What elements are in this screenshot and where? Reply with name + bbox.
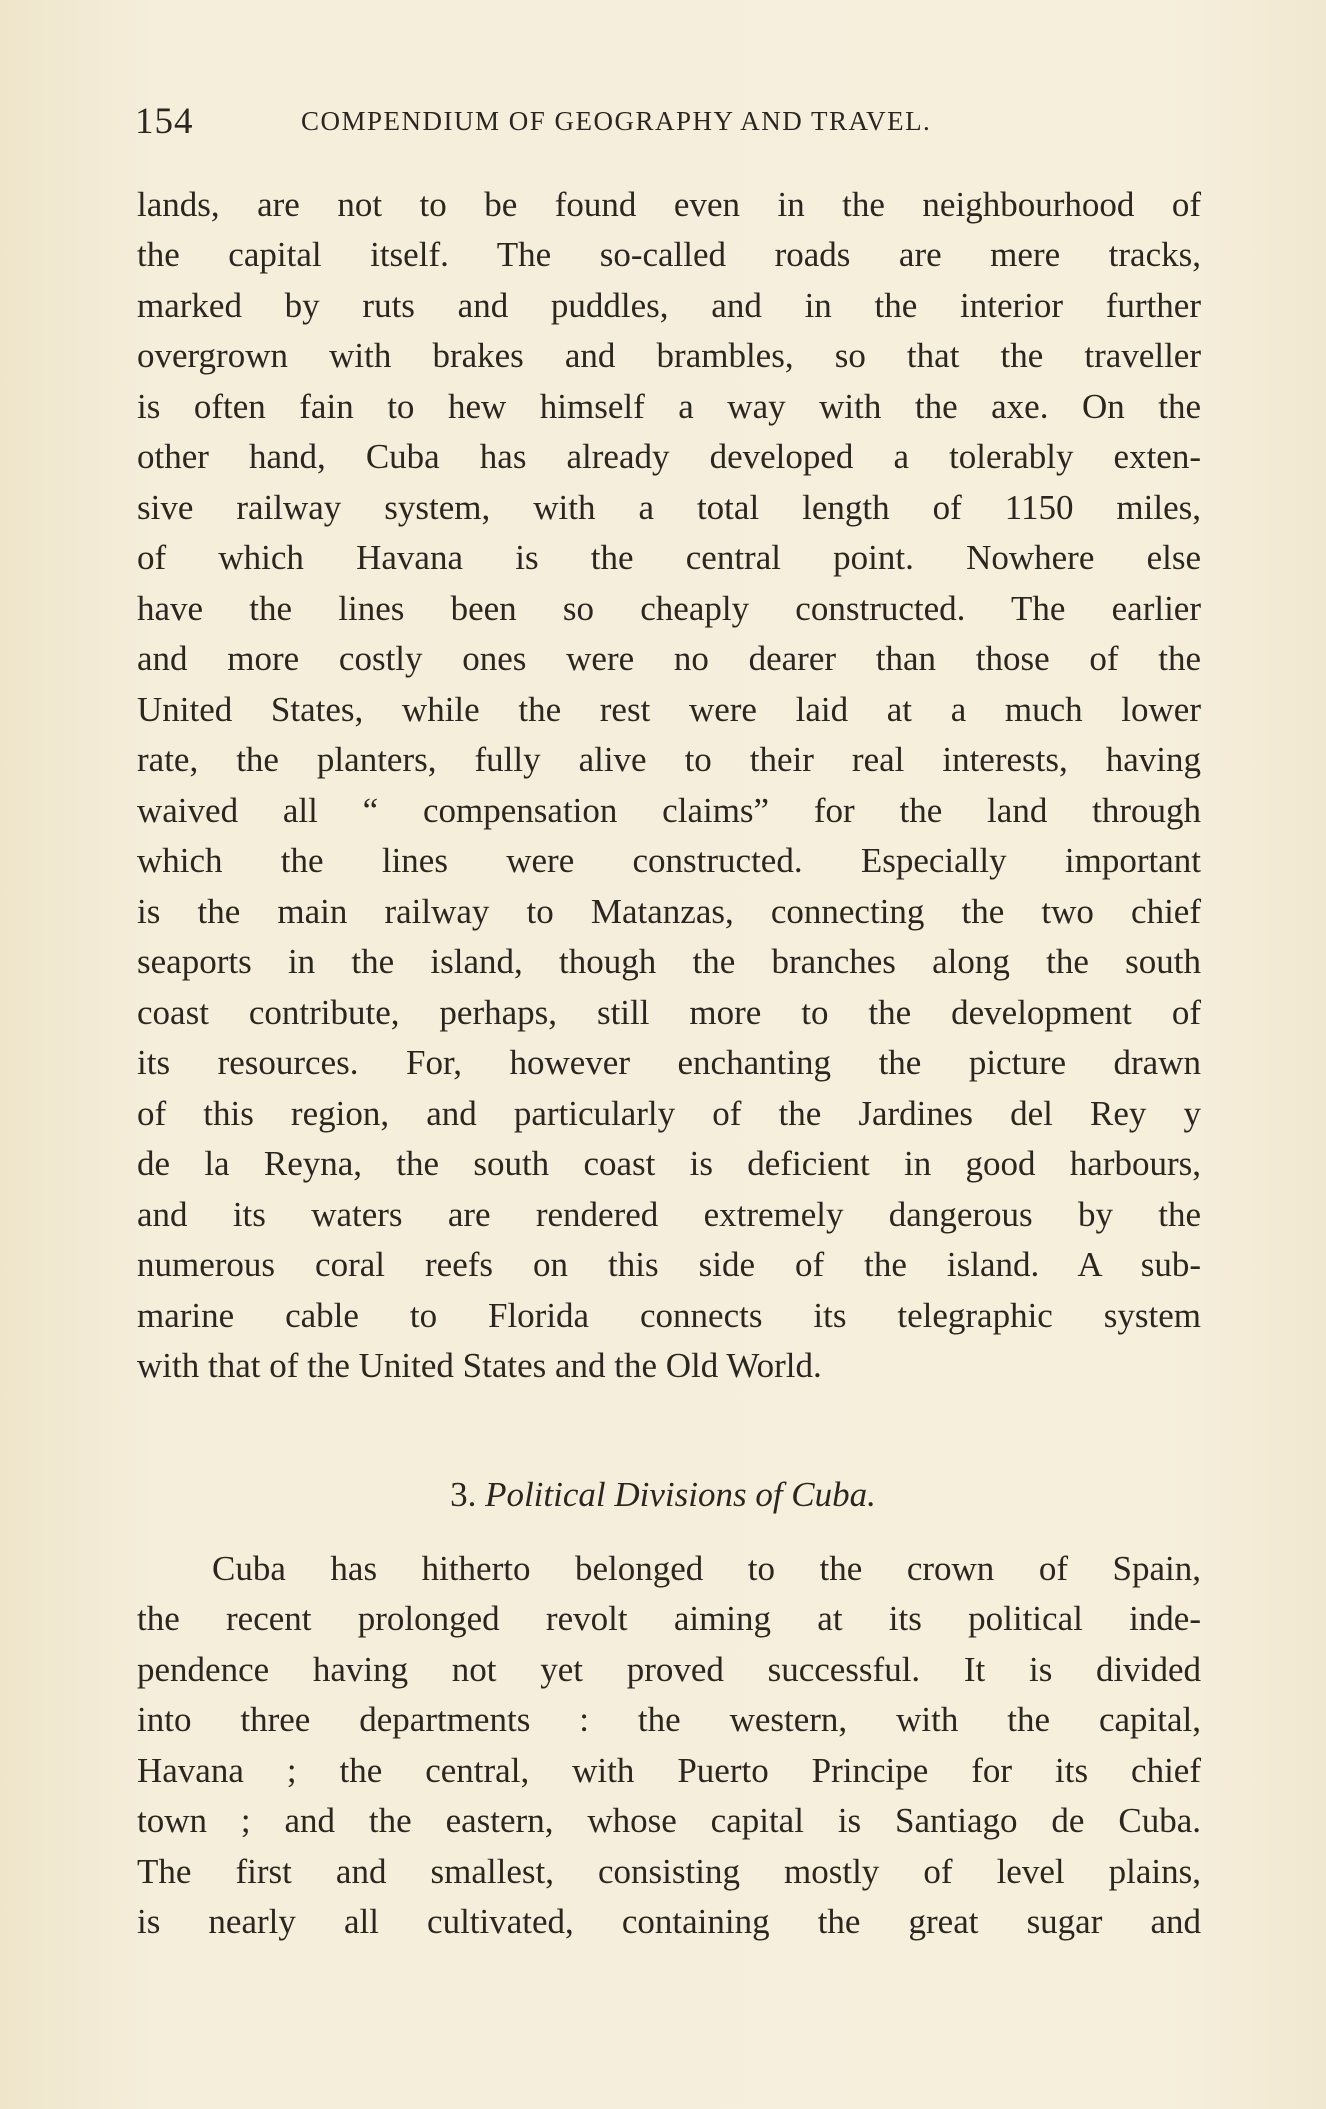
text-line: of this region, and particularly of the Jardines del Rey y xyxy=(137,1094,1201,1133)
text-line: Cuba has hitherto belonged to the crown of Spain, xyxy=(212,1549,1201,1588)
text-line: its resources. For, however enchanting the picture drawn xyxy=(137,1043,1201,1082)
page-header xyxy=(135,100,1200,150)
text-line: is nearly all cultivated, containing the great sugar and xyxy=(137,1902,1201,1941)
text-line: lands, are not to be found even in the neighbourhood of xyxy=(137,185,1201,224)
text-line: is often fain to hew himself a way with the axe. On the xyxy=(137,387,1201,426)
text-line: with that of the United States and the Old World. xyxy=(137,1346,822,1385)
text-line: of which Havana is the central point. Nowhere else xyxy=(137,538,1201,577)
page-number: 154 xyxy=(135,101,194,142)
text-line: Havana ; the central, with Puerto Principe for its chief xyxy=(137,1751,1201,1790)
text-line: sive railway system, with a total length of 1150 miles, xyxy=(137,488,1201,527)
running-title: COMPENDIUM OF GEOGRAPHY AND TRAVEL. xyxy=(301,106,932,136)
text-line: rate, the planters, fully alive to their real interests, having xyxy=(137,740,1201,779)
text-line: waived all “ compensation claims” for the land through xyxy=(137,791,1201,830)
text-line: coast contribute, perhaps, still more to the development of xyxy=(137,993,1201,1032)
text-line: other hand, Cuba has already developed a tolerably exten- xyxy=(137,437,1201,476)
text-line: town ; and the eastern, whose capital is Santiago de Cuba. xyxy=(137,1801,1201,1840)
text-line: marked by ruts and puddles, and in the interior further xyxy=(137,286,1201,325)
text-line: the recent prolonged revolt aiming at its political inde- xyxy=(137,1599,1201,1638)
section-number: 3. xyxy=(450,1475,477,1514)
text-line: which the lines were constructed. Especially important xyxy=(137,841,1201,880)
text-line: numerous coral reefs on this side of the island. A sub- xyxy=(137,1245,1201,1284)
text-line: and more costly ones were no dearer than those of the xyxy=(137,639,1201,678)
text-line: overgrown with brakes and brambles, so that the traveller xyxy=(137,336,1201,375)
text-line: and its waters are rendered extremely dangerous by the xyxy=(137,1195,1201,1234)
section-title: Political Divisions of Cuba. xyxy=(485,1475,876,1514)
text-line: de la Reyna, the south coast is deficient in good harbours, xyxy=(137,1144,1201,1183)
text-line: marine cable to Florida connects its telegraphic system xyxy=(137,1296,1201,1335)
text-line: into three departments : the western, with the capital, xyxy=(137,1700,1201,1739)
text-line: have the lines been so cheaply constructed. The earlier xyxy=(137,589,1201,628)
text-line: the capital itself. The so-called roads are mere tracks, xyxy=(137,235,1201,274)
text-line: pendence having not yet proved successful. It is divided xyxy=(137,1650,1201,1689)
text-line: The first and smallest, consisting mostly of level plains, xyxy=(137,1852,1201,1891)
section-heading xyxy=(0,1474,1326,1516)
text-line: seaports in the island, though the branches along the south xyxy=(137,942,1201,981)
text-line: United States, while the rest were laid at a much lower xyxy=(137,690,1201,729)
text-line: is the main railway to Matanzas, connecting the two chief xyxy=(137,892,1201,931)
